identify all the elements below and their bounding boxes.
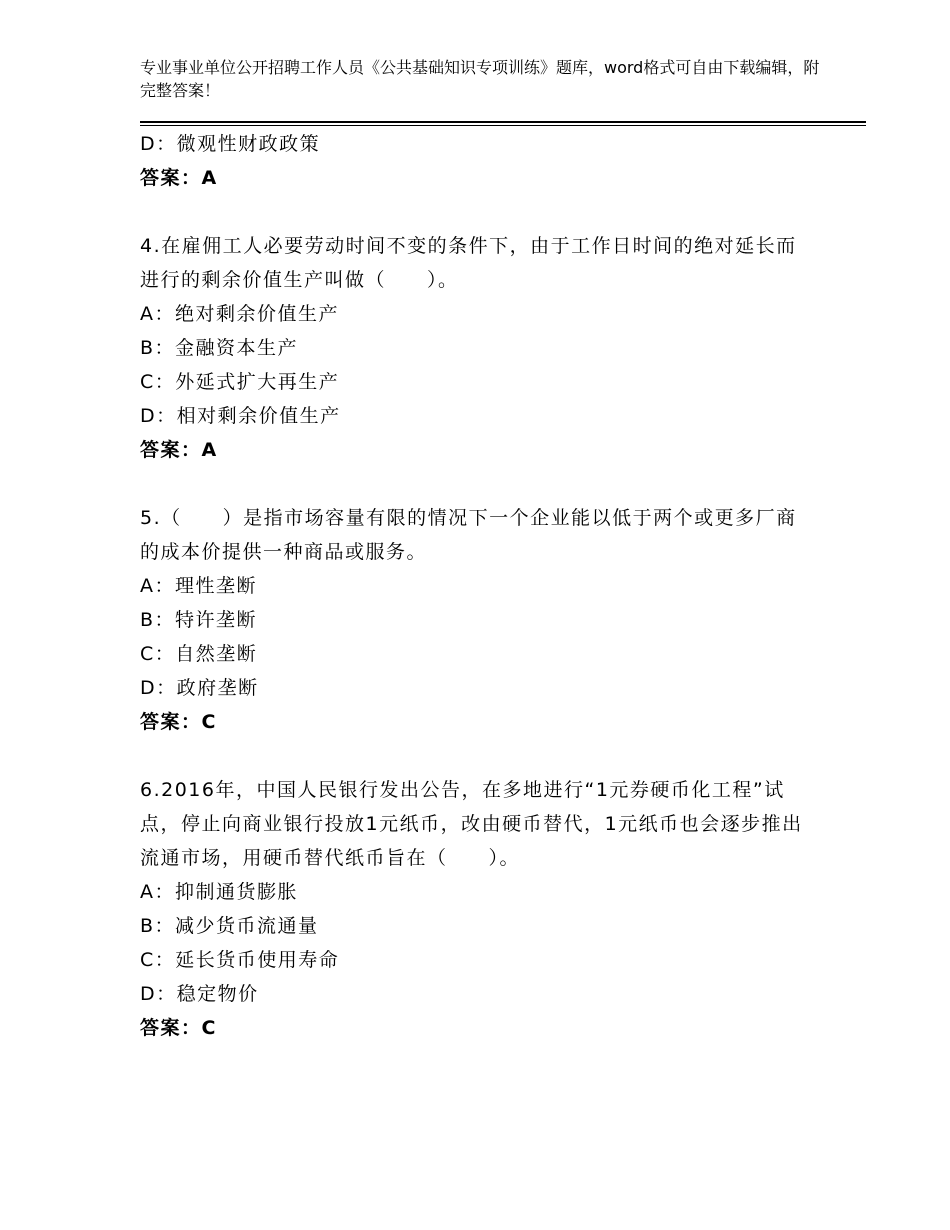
option-a: A：抑制通货膨胀 bbox=[140, 881, 298, 903]
option-d: D：相对剩余价值生产 bbox=[140, 405, 341, 427]
page-header bbox=[140, 56, 820, 102]
question-stem: 6.2016年，中国人民银行发出公告，在多地进行“1元券硬币化工程”试点，停止向商业银行投放1元纸币，改由硬币替代，1元纸币也会逐步推出流通市场，用硬币替代纸币旨在（ ）。 bbox=[140, 779, 803, 869]
header-rule-thin bbox=[140, 125, 866, 126]
question-5 bbox=[140, 501, 820, 739]
option-b: B：金融资本生产 bbox=[140, 337, 299, 359]
header-text: 专业事业单位公开招聘工作人员《公共基础知识专项训练》题库，word格式可自由下载编辑，附完整答案！ bbox=[140, 58, 820, 100]
option-b: B：特许垄断 bbox=[140, 609, 258, 631]
option-b: B：减少货币流通量 bbox=[140, 915, 319, 937]
option-d: D：政府垄断 bbox=[140, 677, 259, 699]
option-c: C：延长货币使用寿命 bbox=[140, 949, 340, 971]
answer-label: 答案： bbox=[140, 167, 202, 189]
answer-line bbox=[140, 161, 820, 195]
option-d: D：微观性财政政策 bbox=[140, 133, 321, 155]
option-a: A：理性垄断 bbox=[140, 575, 257, 597]
option-a: A：绝对剩余价值生产 bbox=[140, 303, 339, 325]
answer-value: C bbox=[201, 711, 217, 733]
answer-value: A bbox=[201, 439, 218, 461]
question-6 bbox=[140, 773, 820, 1045]
option-c: C：自然垄断 bbox=[140, 643, 258, 665]
answer-value: C bbox=[201, 1017, 217, 1039]
question-stem: 5.（ ）是指市场容量有限的情况下一个企业能以低于两个或更多厂商的成本价提供一种商品或服务。 bbox=[140, 507, 797, 563]
option-d: D：稳定物价 bbox=[140, 983, 259, 1005]
option-c: C：外延式扩大再生产 bbox=[140, 371, 340, 393]
answer-label: 答案： bbox=[140, 439, 202, 461]
answer-value: A bbox=[201, 167, 218, 189]
question-4 bbox=[140, 229, 820, 467]
carryover-block bbox=[140, 127, 820, 195]
answer-label: 答案： bbox=[140, 711, 202, 733]
answer-label: 答案： bbox=[140, 1017, 202, 1039]
answer-line bbox=[140, 1011, 820, 1045]
question-list bbox=[140, 127, 820, 1045]
answer-line bbox=[140, 705, 820, 739]
question-stem: 4.在雇佣工人必要劳动时间不变的条件下，由于工作日时间的绝对延长而进行的剩余价值生产叫做（ ）。 bbox=[140, 235, 797, 291]
header-rule-thick bbox=[140, 121, 866, 123]
answer-line bbox=[140, 433, 820, 467]
